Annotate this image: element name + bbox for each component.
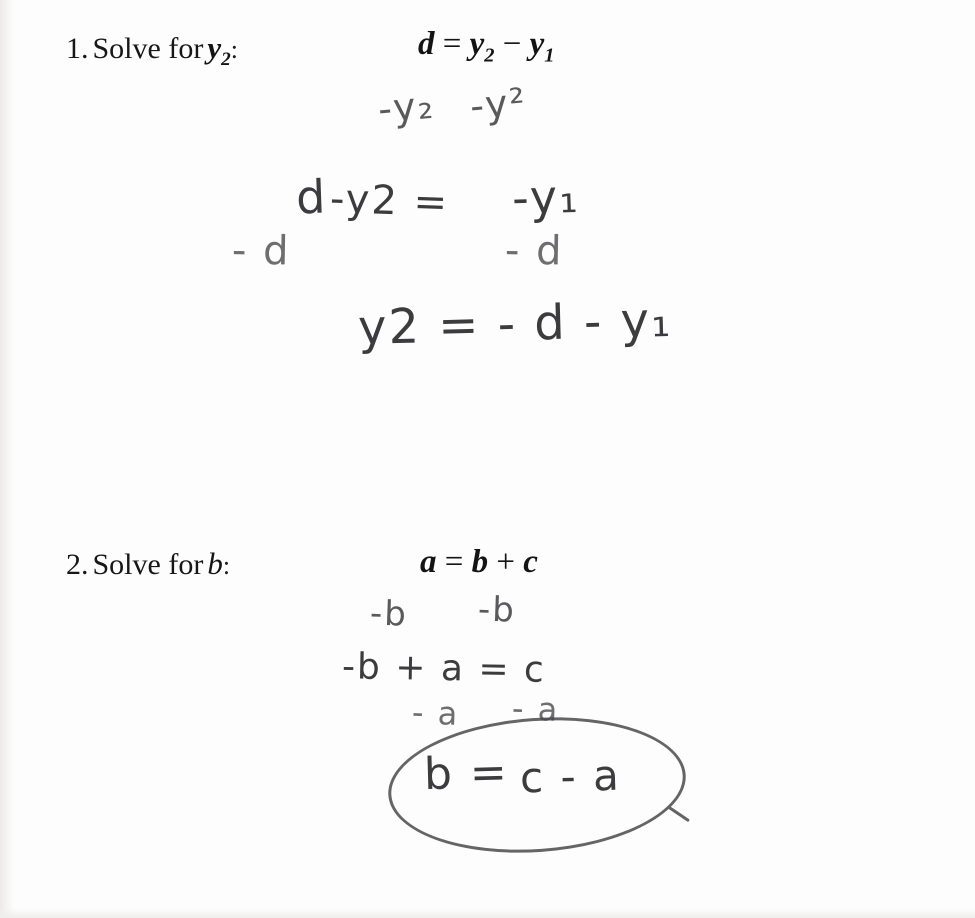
- handwriting-p1-subtract-d-left: - d: [231, 227, 291, 275]
- handwriting-p1-line2-right: -y₁: [511, 168, 581, 226]
- eq2-rhs-first: b: [471, 544, 489, 580]
- eq1-lhs: d: [418, 26, 435, 62]
- problem-2-colon: :: [222, 551, 231, 580]
- handwriting-p2-subtract-a-right: - a: [511, 689, 560, 729]
- problem-1-variable: $y_2$: [207, 30, 231, 71]
- problem-1-prompt: [66, 30, 238, 71]
- handwriting-p2-subtract-b-left: -b: [369, 593, 409, 635]
- eq2-equals: =: [444, 544, 464, 580]
- eq2-rhs-second: c: [523, 544, 538, 580]
- handwriting-p2-subtract-a-left: - a: [411, 693, 460, 733]
- problem-1-colon: :: [230, 35, 238, 64]
- problem-1-equation: [418, 26, 555, 68]
- scan-edge-bottom: [0, 908, 975, 918]
- eq1-rhs-first-sub: 2: [484, 44, 495, 67]
- eq1-rhs-first: y: [469, 26, 485, 62]
- handwriting-p1-line1-left: -y₂: [376, 82, 437, 132]
- eq2-plus: +: [496, 544, 515, 580]
- eq1-rhs-second-sub: 1: [544, 44, 555, 67]
- handwriting-p1-subtract-d-right: - d: [504, 227, 564, 275]
- problem-1-number: 1.: [66, 32, 89, 65]
- problem-1-text: Solve for: [92, 32, 204, 65]
- eq2-lhs: a: [420, 544, 437, 580]
- problem-2-prompt: [66, 546, 230, 582]
- problem-2-equation: [420, 544, 538, 581]
- handwriting-p2-line2: -b + a = c: [341, 646, 547, 691]
- eq1-rhs-second: y: [529, 26, 545, 62]
- problem-2-variable: b: [207, 546, 223, 581]
- scan-edge-left: [0, 0, 14, 918]
- handwriting-p1-line2-left: -y2 =: [329, 175, 450, 227]
- problem-2-text: Solve for: [92, 548, 204, 581]
- handwriting-p1-final-answer: y2 = - d - y₁: [357, 291, 673, 357]
- handwriting-p2-subtract-b-right: -b: [477, 589, 517, 631]
- handwriting-p1-d-term: d: [295, 169, 329, 225]
- eq1-equals: =: [442, 26, 462, 62]
- handwriting-p2-answer-right: c - a: [519, 750, 622, 803]
- handwriting-p2-answer-left: b =: [423, 746, 510, 801]
- handwriting-p1-line1-right: -y²: [468, 79, 529, 129]
- eq1-minus: −: [502, 26, 522, 62]
- problem-2-number: 2.: [66, 548, 89, 581]
